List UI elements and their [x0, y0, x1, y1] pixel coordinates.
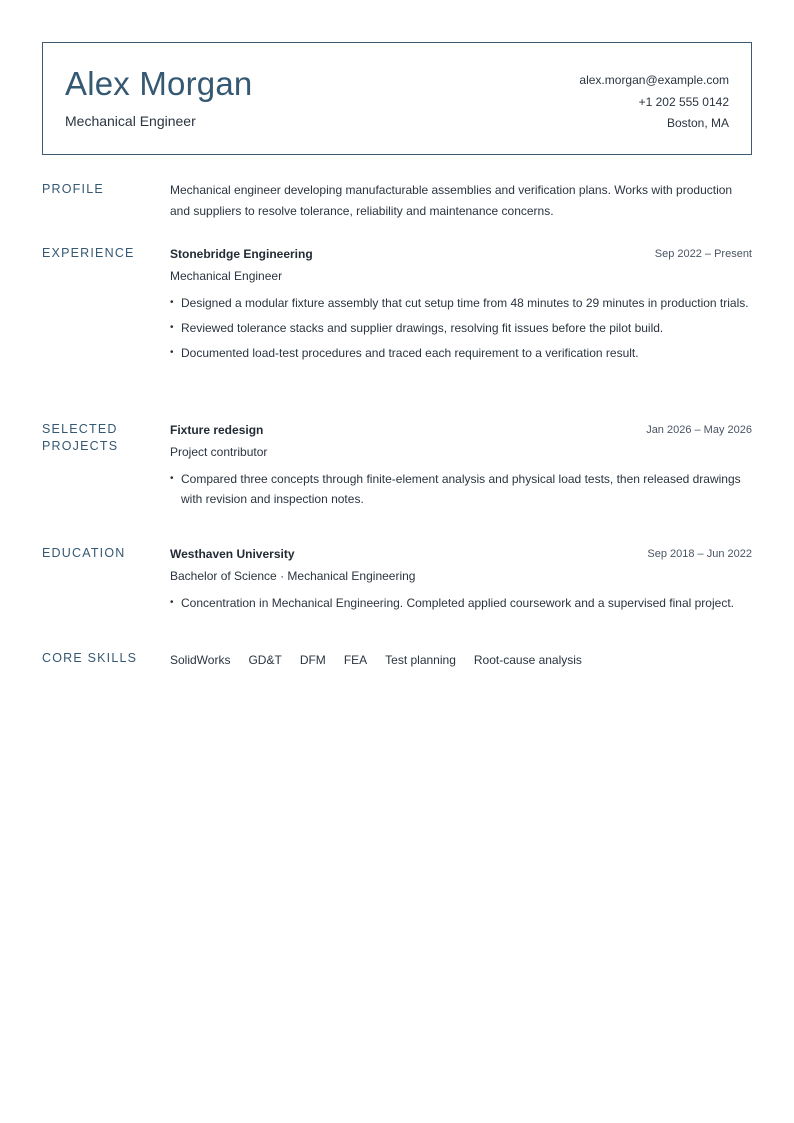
job-role: Mechanical Engineer	[170, 269, 283, 283]
education-entry-header	[170, 545, 752, 567]
project-bullets	[170, 469, 752, 509]
section-label-line: PROJECTS	[42, 439, 119, 453]
experience-bullets	[170, 293, 752, 363]
education-body	[170, 545, 752, 618]
education-dates: Sep 2018 – Jun 2022	[647, 548, 752, 560]
projects-body	[170, 421, 752, 514]
resume-header	[42, 42, 752, 155]
list-item: • Designed a modular fixture assembly that cut setup time from 48 minutes to 29 minutes in production trials.	[170, 293, 752, 313]
section-label-experience: EXPERIENCE	[42, 246, 135, 260]
section-label-skills: CORE SKILLS	[42, 651, 138, 665]
project-role: Project contributor	[170, 445, 268, 459]
project-dates: Jan 2026 – May 2026	[646, 424, 752, 436]
skill-tag: Test planning	[385, 653, 456, 667]
skills-list	[170, 651, 752, 669]
candidate-name: Alex Morgan	[65, 65, 253, 102]
profile-body	[170, 180, 752, 221]
school-name: Westhaven University	[170, 547, 295, 561]
location-text: Boston, MA	[666, 116, 729, 130]
education-bullets	[170, 593, 752, 613]
candidate-title: Mechanical Engineer	[65, 113, 196, 129]
skill-tag: FEA	[343, 653, 368, 667]
list-item: • Documented load-test procedures and traced each requirement to a verification result.	[170, 343, 752, 363]
email-link[interactable]: alex.morgan@example.com	[579, 73, 729, 87]
company-name: Stonebridge Engineering	[170, 247, 313, 261]
list-item: • Compared three concepts through finite-element analysis and physical load tests, then released drawings with revision and inspection notes.	[170, 469, 752, 509]
list-item: • Concentration in Mechanical Engineering. Completed applied coursework and a supervised final project.	[170, 593, 752, 613]
section-label-projects	[42, 421, 152, 455]
skill-tag: SolidWorks	[170, 653, 231, 667]
experience-body	[170, 245, 752, 368]
section-label-line: SELECTED	[42, 422, 118, 436]
section-label-education: EDUCATION	[42, 546, 126, 560]
experience-dates: Sep 2022 – Present	[654, 248, 752, 260]
skill-tag: DFM	[299, 653, 326, 667]
skill-tag: GD&T	[248, 653, 282, 667]
contact-info	[579, 70, 729, 135]
project-name: Fixture redesign	[170, 423, 264, 437]
profile-text: Mechanical engineer developing manufacturable assemblies and verification plans. Works with production and suppliers to resolve tolerance, reliability and maintenance concerns.	[170, 183, 733, 218]
project-entry-header	[170, 421, 752, 443]
skills-body	[170, 651, 752, 669]
phone-number: +1 202 555 0142	[638, 94, 729, 109]
skill-tag: Root-cause analysis	[473, 653, 582, 667]
list-item: • Reviewed tolerance stacks and supplier drawings, resolving fit issues before the pilot build.	[170, 318, 752, 338]
section-label-profile: PROFILE	[42, 182, 104, 196]
degree-text: Bachelor of Science · Mechanical Engineering	[170, 569, 416, 583]
experience-entry-header	[170, 245, 752, 267]
